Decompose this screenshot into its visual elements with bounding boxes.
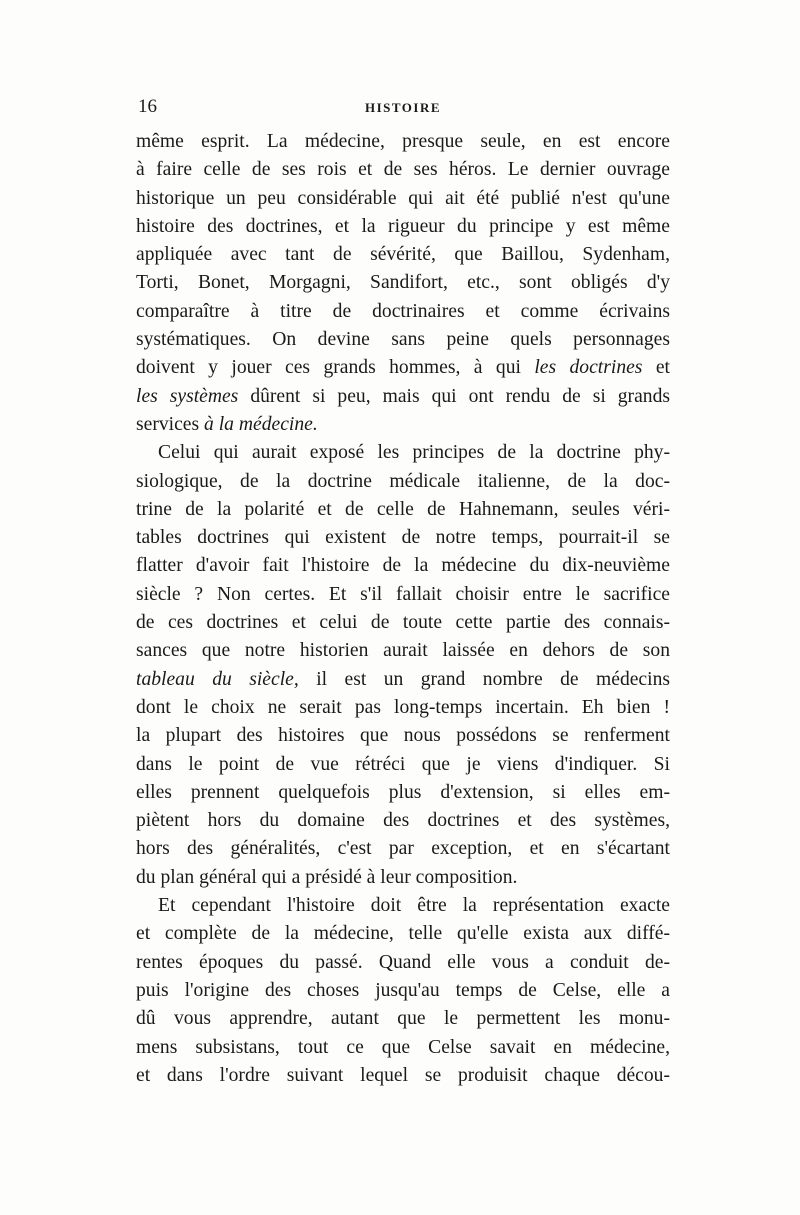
text-line: comparaître à titre de doctrinaires et comme écrivains <box>136 300 670 322</box>
text-line: systématiques. On devine sans peine quels personnages <box>136 329 670 351</box>
text-line: siècle ? Non certes. Et s'il fallait choisir entre le sacrifice <box>136 583 670 605</box>
text-line: rentes époques du passé. Quand elle vous a conduit de- <box>136 951 670 973</box>
text-line: de ces doctrines et celui de toute cette partie des connais- <box>136 612 670 634</box>
text-line: siologique, de la doctrine médicale italienne, de la doc- <box>136 470 670 492</box>
running-header <box>138 96 668 120</box>
italic-phrase: tableau du siècle, <box>136 668 299 690</box>
text-line: puis l'origine des choses jusqu'au temps de Celse, elle a <box>136 979 670 1001</box>
running-title: HISTOIRE <box>364 100 442 115</box>
text-line: hors des généralités, c'est par exception, et en s'écartant <box>136 838 670 860</box>
italic-phrase: les systèmes <box>136 385 239 407</box>
text-segment: il est un grand nombre de médecins <box>316 668 670 690</box>
italic-phrase: à la médecine. <box>204 413 318 435</box>
text-line: et dans l'ordre suivant lequel se produisit chaque décou- <box>136 1064 670 1086</box>
text-line: dont le choix ne serait pas long-temps incertain. Eh bien ! <box>136 696 670 718</box>
text-line <box>136 354 670 382</box>
text-line: Et cependant l'histoire doit être la représentation exacte <box>158 895 670 917</box>
text-line: Celui qui aurait exposé les principes de la doctrine phy- <box>158 442 670 464</box>
text-line: et complète de la médecine, telle qu'elle exista aux diffé- <box>136 923 670 945</box>
body-text <box>136 128 670 1090</box>
text-line: histoire des doctrines, et la rigueur du principe y est même <box>136 215 670 237</box>
italic-phrase: les doctrines <box>534 357 643 379</box>
text-line: à faire celle de ses rois et de ses héros. Le dernier ouvrage <box>136 159 670 181</box>
text-line <box>136 383 670 411</box>
text-line: appliquée avec tant de sévérité, que Baillou, Sydenham, <box>136 244 670 266</box>
text-line: piètent hors du domaine des doctrines et des systèmes, <box>136 810 670 832</box>
text-line: même esprit. La médecine, presque seule, en est encore <box>136 131 670 152</box>
text-line: Torti, Bonet, Morgagni, Sandifort, etc., sont obligés d'y <box>136 272 670 294</box>
text-line: dû vous apprendre, autant que le permettent les monu- <box>136 1008 670 1030</box>
page-number: 16 <box>138 96 157 117</box>
text-line: la plupart des histoires que nous possédons se renferment <box>136 725 670 747</box>
text-line <box>136 666 670 694</box>
text-line: flatter d'avoir fait l'histoire de la médecine du dix-neuvième <box>136 555 670 577</box>
text-line <box>136 411 670 439</box>
text-segment: et <box>655 357 670 379</box>
text-segment: doivent y jouer ces grands hommes, à qui <box>136 357 521 379</box>
text-line: tables doctrines qui existent de notre temps, pourrait-il se <box>136 527 670 549</box>
text-line: dans le point de vue rétréci que je viens d'indiquer. Si <box>136 753 670 775</box>
text-line: mens subsistans, tout ce que Celse savait en médecine, <box>136 1036 670 1058</box>
text-line: sances que notre historien aurait laissée en dehors de son <box>136 640 670 662</box>
text-line: du plan général qui a présidé à leur composition. <box>136 866 518 888</box>
text-segment: dûrent si peu, mais qui ont rendu de si grands <box>250 385 670 407</box>
text-line: trine de la polarité et de celle de Hahnemann, seules véri- <box>136 498 670 520</box>
text-line: historique un peu considérable qui ait été publié n'est qu'une <box>136 187 670 209</box>
text-line: elles prennent quelquefois plus d'extension, si elles em- <box>136 781 670 803</box>
text-segment: services <box>136 413 200 435</box>
